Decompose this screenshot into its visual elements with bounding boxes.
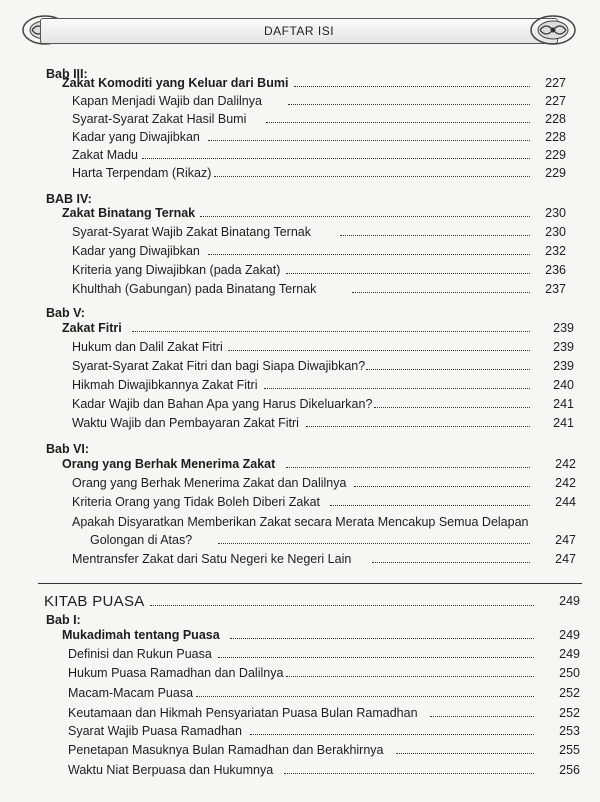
page-number: 252	[559, 686, 580, 700]
chapter-heading: Bab III:	[46, 67, 88, 81]
toc-entry[interactable]	[0, 705, 600, 725]
entry-title: Harta Terpendam (Rikaz)	[72, 166, 212, 180]
page-number: 239	[553, 359, 574, 373]
toc-entry[interactable]	[0, 723, 600, 743]
chapter-heading: Bab I:	[46, 613, 81, 627]
toc-entry[interactable]	[0, 75, 600, 95]
page-number: 241	[553, 397, 574, 411]
page-number: 229	[545, 166, 566, 180]
dot-leader	[200, 216, 530, 217]
dot-leader	[294, 86, 530, 87]
page-number: 252	[559, 706, 580, 720]
dot-leader	[430, 716, 534, 717]
entry-title: Hikmah Diwajibkannya Zakat Fitri	[72, 378, 258, 392]
dot-leader	[228, 350, 530, 351]
dot-leader	[132, 331, 530, 332]
header-title: DAFTAR ISI	[40, 18, 558, 44]
dot-leader	[208, 254, 530, 255]
page-number: 247	[555, 552, 576, 566]
toc-entry[interactable]	[0, 514, 600, 550]
toc-entry[interactable]	[0, 415, 600, 435]
page-number: 256	[559, 763, 580, 777]
toc-entry[interactable]	[0, 627, 600, 647]
dot-leader	[366, 369, 530, 370]
dot-leader	[142, 158, 530, 159]
entry-title: Definisi dan Rukun Puasa	[68, 647, 212, 661]
toc-entry[interactable]	[0, 377, 600, 397]
entry-title: Mukadimah tentang Puasa	[62, 628, 220, 642]
toc-entry[interactable]	[0, 665, 600, 685]
entry-title: Zakat Madu	[72, 148, 139, 162]
page-number: 230	[545, 206, 566, 220]
dot-leader	[396, 753, 534, 754]
toc-entry[interactable]	[0, 456, 600, 476]
page-number: 232	[545, 244, 566, 258]
dot-leader	[264, 388, 530, 389]
dot-leader	[330, 505, 530, 506]
toc-entry[interactable]	[0, 685, 600, 705]
page-number: 228	[545, 130, 566, 144]
dot-leader	[250, 734, 534, 735]
page-number: 247	[555, 533, 576, 547]
page-number: 227	[545, 76, 566, 90]
section-divider	[38, 583, 582, 584]
entry-title: Keutamaan dan Hikmah Pensyariatan Puasa Bulan Ramadhan	[68, 706, 418, 720]
dot-leader	[218, 657, 534, 658]
entry-title: Hukum Puasa Ramadhan dan Dalilnya	[68, 666, 284, 680]
toc-entry[interactable]	[0, 147, 600, 167]
page-number: 237	[545, 282, 566, 296]
toc-entry[interactable]	[0, 111, 600, 131]
chapter-heading: Bab VI:	[46, 442, 90, 456]
page-number: 240	[553, 378, 574, 392]
page-number: 241	[553, 416, 574, 430]
dot-leader	[374, 407, 530, 408]
page-number: 236	[545, 263, 566, 277]
entry-title: Kapan Menjadi Wajib dan Dalilnya	[72, 94, 262, 108]
dot-leader	[266, 122, 530, 123]
entry-title: Syarat Wajib Puasa Ramadhan	[68, 724, 242, 738]
entry-title: Waktu Niat Berpuasa dan Hukumnya	[68, 763, 274, 777]
entry-title: Zakat Binatang Ternak	[62, 206, 196, 220]
page-number: 249	[559, 647, 580, 661]
entry-title: Mentransfer Zakat dari Satu Negeri ke Negeri Lain	[72, 552, 352, 566]
entry-title: Zakat Komoditi yang Keluar dari Bumi	[62, 76, 289, 90]
entry-title: Kriteria yang Diwajibkan (pada Zakat)	[72, 263, 281, 277]
entry-title: Khulthah (Gabungan) pada Binatang Ternak	[72, 282, 317, 296]
chapter-heading: BAB IV:	[46, 192, 92, 206]
entry-title: Macam-Macam Puasa	[68, 686, 194, 700]
entry-title: Kriteria Orang yang Tidak Boleh Diberi Zakat	[72, 495, 321, 509]
toc-entry[interactable]	[0, 243, 600, 263]
toc-entry[interactable]	[0, 551, 600, 571]
dot-leader	[340, 235, 530, 236]
toc-entry[interactable]	[0, 339, 600, 359]
entry-title: KITAB PUASA	[44, 593, 145, 610]
page-number: 255	[559, 743, 580, 757]
entry-title: Syarat-Syarat Wajib Zakat Binatang Ternak	[72, 225, 312, 239]
entry-title: Apakah Disyaratkan Memberikan Zakat secara Merata Mencakup Semua Delapan	[72, 515, 529, 529]
page-number: 253	[559, 724, 580, 738]
toc-entry[interactable]	[0, 742, 600, 762]
toc-entry[interactable]	[0, 129, 600, 149]
page-number: 242	[555, 476, 576, 490]
dot-leader	[218, 543, 530, 544]
dot-leader	[230, 638, 534, 639]
page-number: 239	[553, 321, 574, 335]
dot-leader	[372, 562, 530, 563]
page-number: 229	[545, 148, 566, 162]
toc-entry[interactable]	[0, 592, 600, 614]
toc-entry[interactable]	[0, 224, 600, 244]
entry-title: Syarat-Syarat Zakat Fitri dan bagi Siapa Diwajibkan?	[72, 359, 366, 373]
dot-leader	[196, 696, 534, 697]
toc-entry[interactable]	[0, 494, 600, 514]
toc-entry[interactable]	[0, 205, 600, 225]
page-number: 239	[553, 340, 574, 354]
dot-leader	[150, 605, 534, 606]
entry-title: Hukum dan Dalil Zakat Fitri	[72, 340, 223, 354]
entry-title-continued: Golongan di Atas?	[90, 533, 193, 547]
toc-entry[interactable]	[0, 396, 600, 416]
page-number: 250	[559, 666, 580, 680]
entry-title: Syarat-Syarat Zakat Hasil Bumi	[72, 112, 247, 126]
page-number: 242	[555, 457, 576, 471]
entry-title: Zakat Fitri	[62, 321, 122, 335]
entry-title: Kadar yang Diwajibkan	[72, 130, 200, 144]
toc-entry[interactable]	[0, 93, 600, 113]
dot-leader	[284, 773, 534, 774]
entry-title: Penetapan Masuknya Bulan Ramadhan dan Berakhirnya	[68, 743, 384, 757]
dot-leader	[354, 486, 530, 487]
dot-leader	[306, 426, 530, 427]
toc-entry[interactable]	[0, 165, 600, 185]
chapter-heading: Bab V:	[46, 306, 85, 320]
toc-entry[interactable]	[0, 646, 600, 666]
page-number: 230	[545, 225, 566, 239]
toc-entry[interactable]	[0, 320, 600, 340]
entry-title: Waktu Wajib dan Pembayaran Zakat Fitri	[72, 416, 299, 430]
dot-leader	[208, 140, 530, 141]
dot-leader	[288, 104, 530, 105]
entry-title: Kadar Wajib dan Bahan Apa yang Harus Dikeluarkan?	[72, 397, 373, 411]
toc-entry[interactable]	[0, 762, 600, 782]
entry-title: Orang yang Berhak Menerima Zakat	[62, 457, 276, 471]
dot-leader	[352, 292, 530, 293]
page-number: 227	[545, 94, 566, 108]
page-number: 244	[555, 495, 576, 509]
page-number: 249	[559, 628, 580, 642]
dot-leader	[286, 676, 534, 677]
toc-entry[interactable]	[0, 281, 600, 301]
dot-leader	[286, 467, 530, 468]
page-number: 228	[545, 112, 566, 126]
entry-title: Orang yang Berhak Menerima Zakat dan Dalilnya	[72, 476, 347, 490]
toc-entry[interactable]	[0, 358, 600, 378]
dot-leader	[286, 273, 530, 274]
toc-entry[interactable]	[0, 262, 600, 282]
page-number: 249	[559, 594, 580, 608]
toc-entry[interactable]	[0, 475, 600, 495]
dot-leader	[214, 176, 530, 177]
entry-title: Kadar yang Diwajibkan	[72, 244, 200, 258]
